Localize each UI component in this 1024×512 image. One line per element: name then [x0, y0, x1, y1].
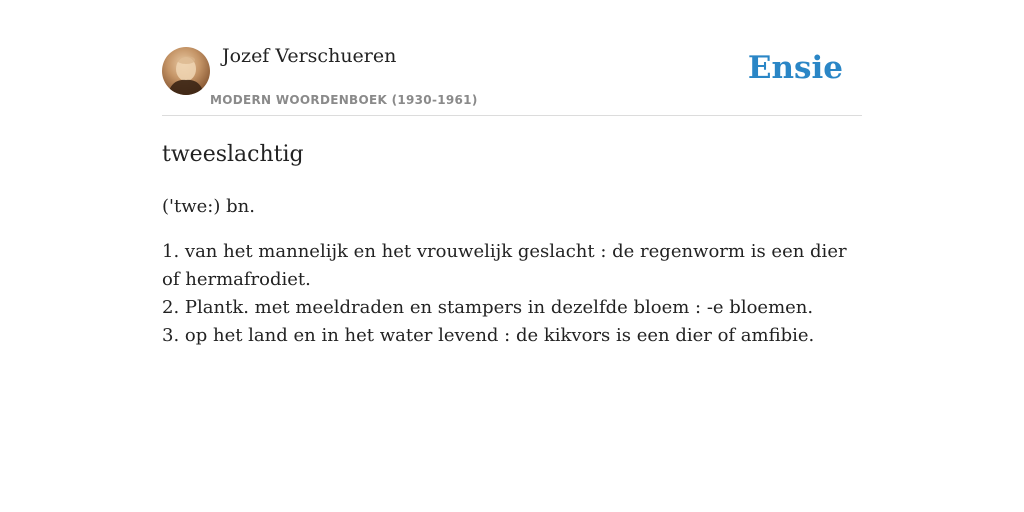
author-avatar[interactable] — [162, 47, 210, 95]
pronunciation: ('twe:) bn. — [162, 196, 255, 217]
portrait-icon — [162, 47, 210, 95]
ensie-logo[interactable]: Ensie — [747, 50, 843, 86]
definition-item: 2. Plantk. met meeldraden en stampers in dezelfde bloem : -e bloemen. — [162, 297, 814, 318]
entry-card — [162, 0, 862, 350]
definition-item: 1. van het mannelijk en het vrouwelijk geslacht : de regenworm is een dier of hermafrodiet. — [162, 241, 847, 290]
source-label[interactable]: MODERN WOORDENBOEK (1930-1961) — [210, 93, 478, 107]
definition-item: 3. op het land en in het water levend : de kikvors is een dier of amfibie. — [162, 325, 815, 346]
author-name[interactable]: Jozef Verschueren — [222, 45, 397, 67]
entry-title: tweeslachtig — [162, 142, 304, 167]
entry-header — [162, 0, 862, 116]
definition-list — [162, 238, 862, 350]
